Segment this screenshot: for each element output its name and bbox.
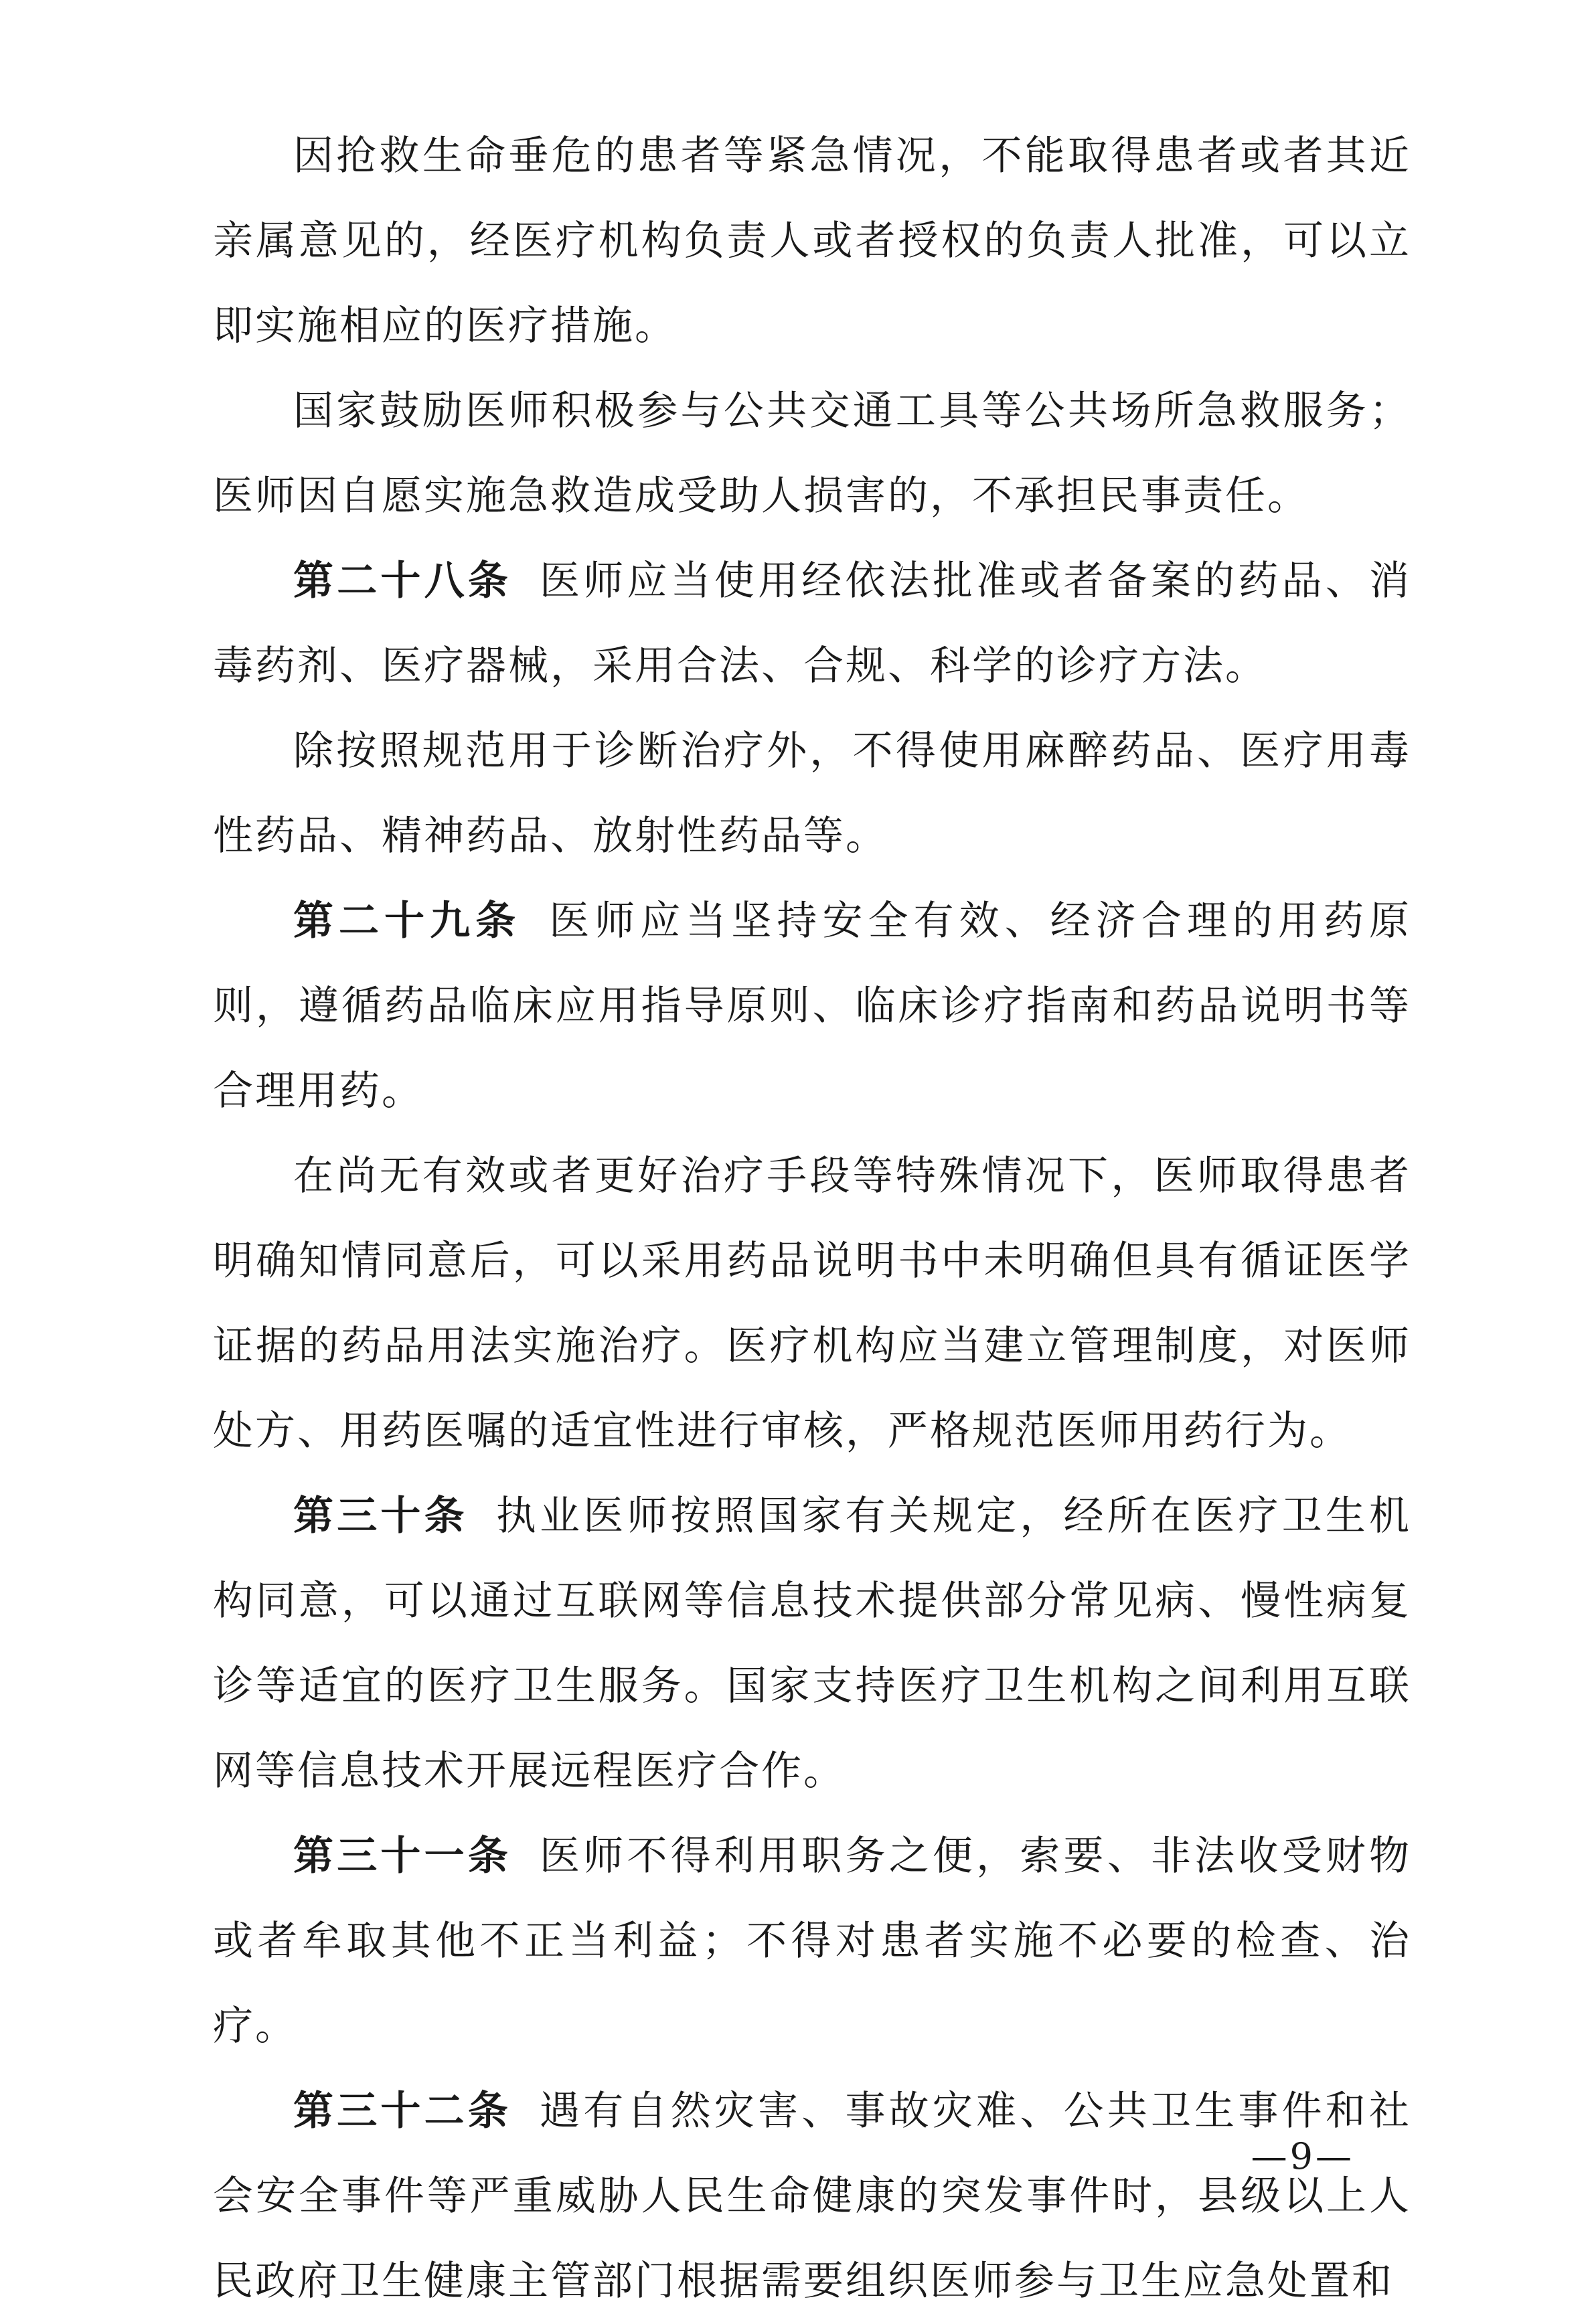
paragraph-text: 医师应当使用经依法批准或者备案的药品、消毒药剂、医疗器械，采用合法、合规、科学的诊疗方法。 [213,558,1412,689]
article-paragraph [213,2069,1411,2324]
paragraph-text: 因抢救生命垂危的患者等紧急情况，不能取得患者或者其近亲属意见的，经医疗机构负责人或者授权的负责人批准，可以立即实施相应的医疗措施。 [213,133,1411,349]
document-body [213,114,1411,2324]
paragraph-text: 国家鼓励医师积极参与公共交通工具等公共场所急救服务；医师因自愿实施急救造成受助人损害的，不承担民事责任。 [213,388,1411,519]
article-number: 第三十一条 [293,1833,512,1880]
paragraph-text: 在尚无有效或者更好治疗手段等特殊情况下，医师取得患者明确知情同意后，可以采用药品说明书中未明确但具有循证医学证据的药品用法实施治疗。医疗机构应当建立管理制度，对医师处方、用药医嘱的适宜性进行审核，严格规范医师用药行为。 [213,1153,1411,1455]
article-paragraph [213,879,1411,1134]
paragraph-text: 医师不得利用职务之便，索要、非法收受财物或者牟取其他不正当利益；不得对患者实施不必要的检查、治疗。 [213,1833,1412,2050]
paragraph [213,709,1411,879]
article-paragraph [213,1474,1411,1814]
article-number: 第二十八条 [293,558,512,604]
paragraph-text: 除按照规范用于诊断治疗外，不得使用麻醉药品、医疗用毒性药品、精神药品、放射性药品等。 [213,728,1411,859]
page-number: —9— [1251,2135,1354,2177]
paragraph [213,369,1411,539]
paragraph-text: 遇有自然灾害、事故灾难、公共卫生事件和社会安全事件等严重威胁人民生命健康的突发事件时，县级以上人民政府卫生健康主管部门根据需要组织医师参与卫生应急处置和 [213,2088,1412,2305]
paragraph [213,114,1411,369]
article-number: 第三十条 [293,1493,468,1540]
paragraph-text: 执业医师按照国家有关规定，经所在医疗卫生机构同意，可以通过互联网等信息技术提供部分常见病、慢性病复诊等适宜的医疗卫生服务。国家支持医疗卫生机构之间利用互联网等信息技术开展远程医疗合作。 [213,1493,1412,1795]
article-paragraph [213,1814,1411,2069]
article-paragraph [213,539,1411,709]
paragraph [213,1134,1411,1474]
article-number: 第三十二条 [293,2088,512,2135]
paragraph-text: 医师应当坚持安全有效、经济合理的用药原则，遵循药品临床应用指导原则、临床诊疗指南和药品说明书等合理用药。 [213,898,1412,1114]
article-number: 第二十九条 [293,898,522,944]
